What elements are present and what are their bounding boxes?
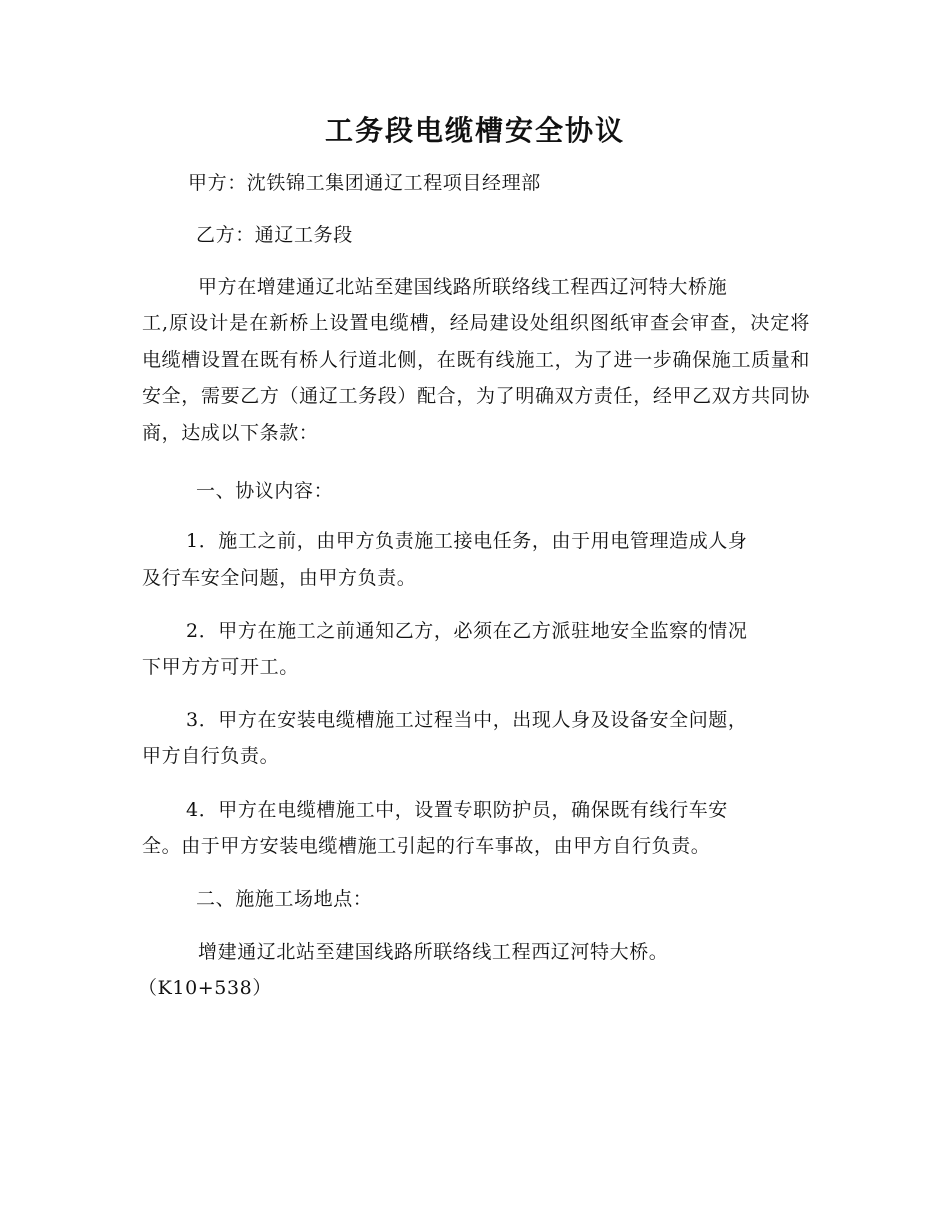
- clause-1-continuation: 及行车安全问题，由甲方负责。: [142, 567, 417, 589]
- clause-2-first-line: 2．甲方在施工之前通知乙方，必须在乙方派驻地安全监察的情况: [186, 620, 748, 642]
- party-a-line: 甲方：沈铁锦工集团通辽工程项目经理部: [188, 172, 541, 194]
- intro-first-line: 甲方在增建通辽北站至建国线路所联络线工程西辽河特大桥施: [198, 276, 728, 298]
- section-1-heading: 一、协议内容：: [196, 480, 334, 502]
- party-b-line: 乙方：通辽工务段: [196, 224, 353, 246]
- clause-3-first-line: 3．甲方在安装电缆槽施工过程当中，出现人身及设备安全问题，: [186, 709, 748, 731]
- clause-2-continuation: 下甲方方可开工。: [142, 656, 299, 678]
- intro-paragraph: 工,原设计是在新桥上设置电缆槽，经局建设处组织图纸审查会审查，决定将电缆槽设置在既有桥人行道北侧，在既有线施工，为了进一步确保施工质量和安全，需要乙方（通辽工务段）配合，为了明确双方责任，经甲乙双方共同协商，达成以下条款：: [142, 312, 810, 444]
- document-title: 工务段电缆槽安全协议: [324, 114, 625, 147]
- section-2-heading: 二、施施工场地点：: [196, 888, 373, 910]
- clause-1-first-line: 1．施工之前，由甲方负责施工接电任务，由于用电管理造成人身: [186, 530, 748, 552]
- location-mileage: （K10+538）: [138, 977, 272, 999]
- clause-4-first-line: 4．甲方在电缆槽施工中，设置专职防护员，确保既有线行车安: [186, 799, 728, 821]
- clause-3-continuation: 甲方自行负责。: [142, 745, 280, 767]
- clause-4-continuation: 全。由于甲方安装电缆槽施工引起的行车事故，由甲方自行负责。: [142, 835, 711, 857]
- location-line: 增建通辽北站至建国线路所联络线工程西辽河特大桥。: [198, 941, 669, 963]
